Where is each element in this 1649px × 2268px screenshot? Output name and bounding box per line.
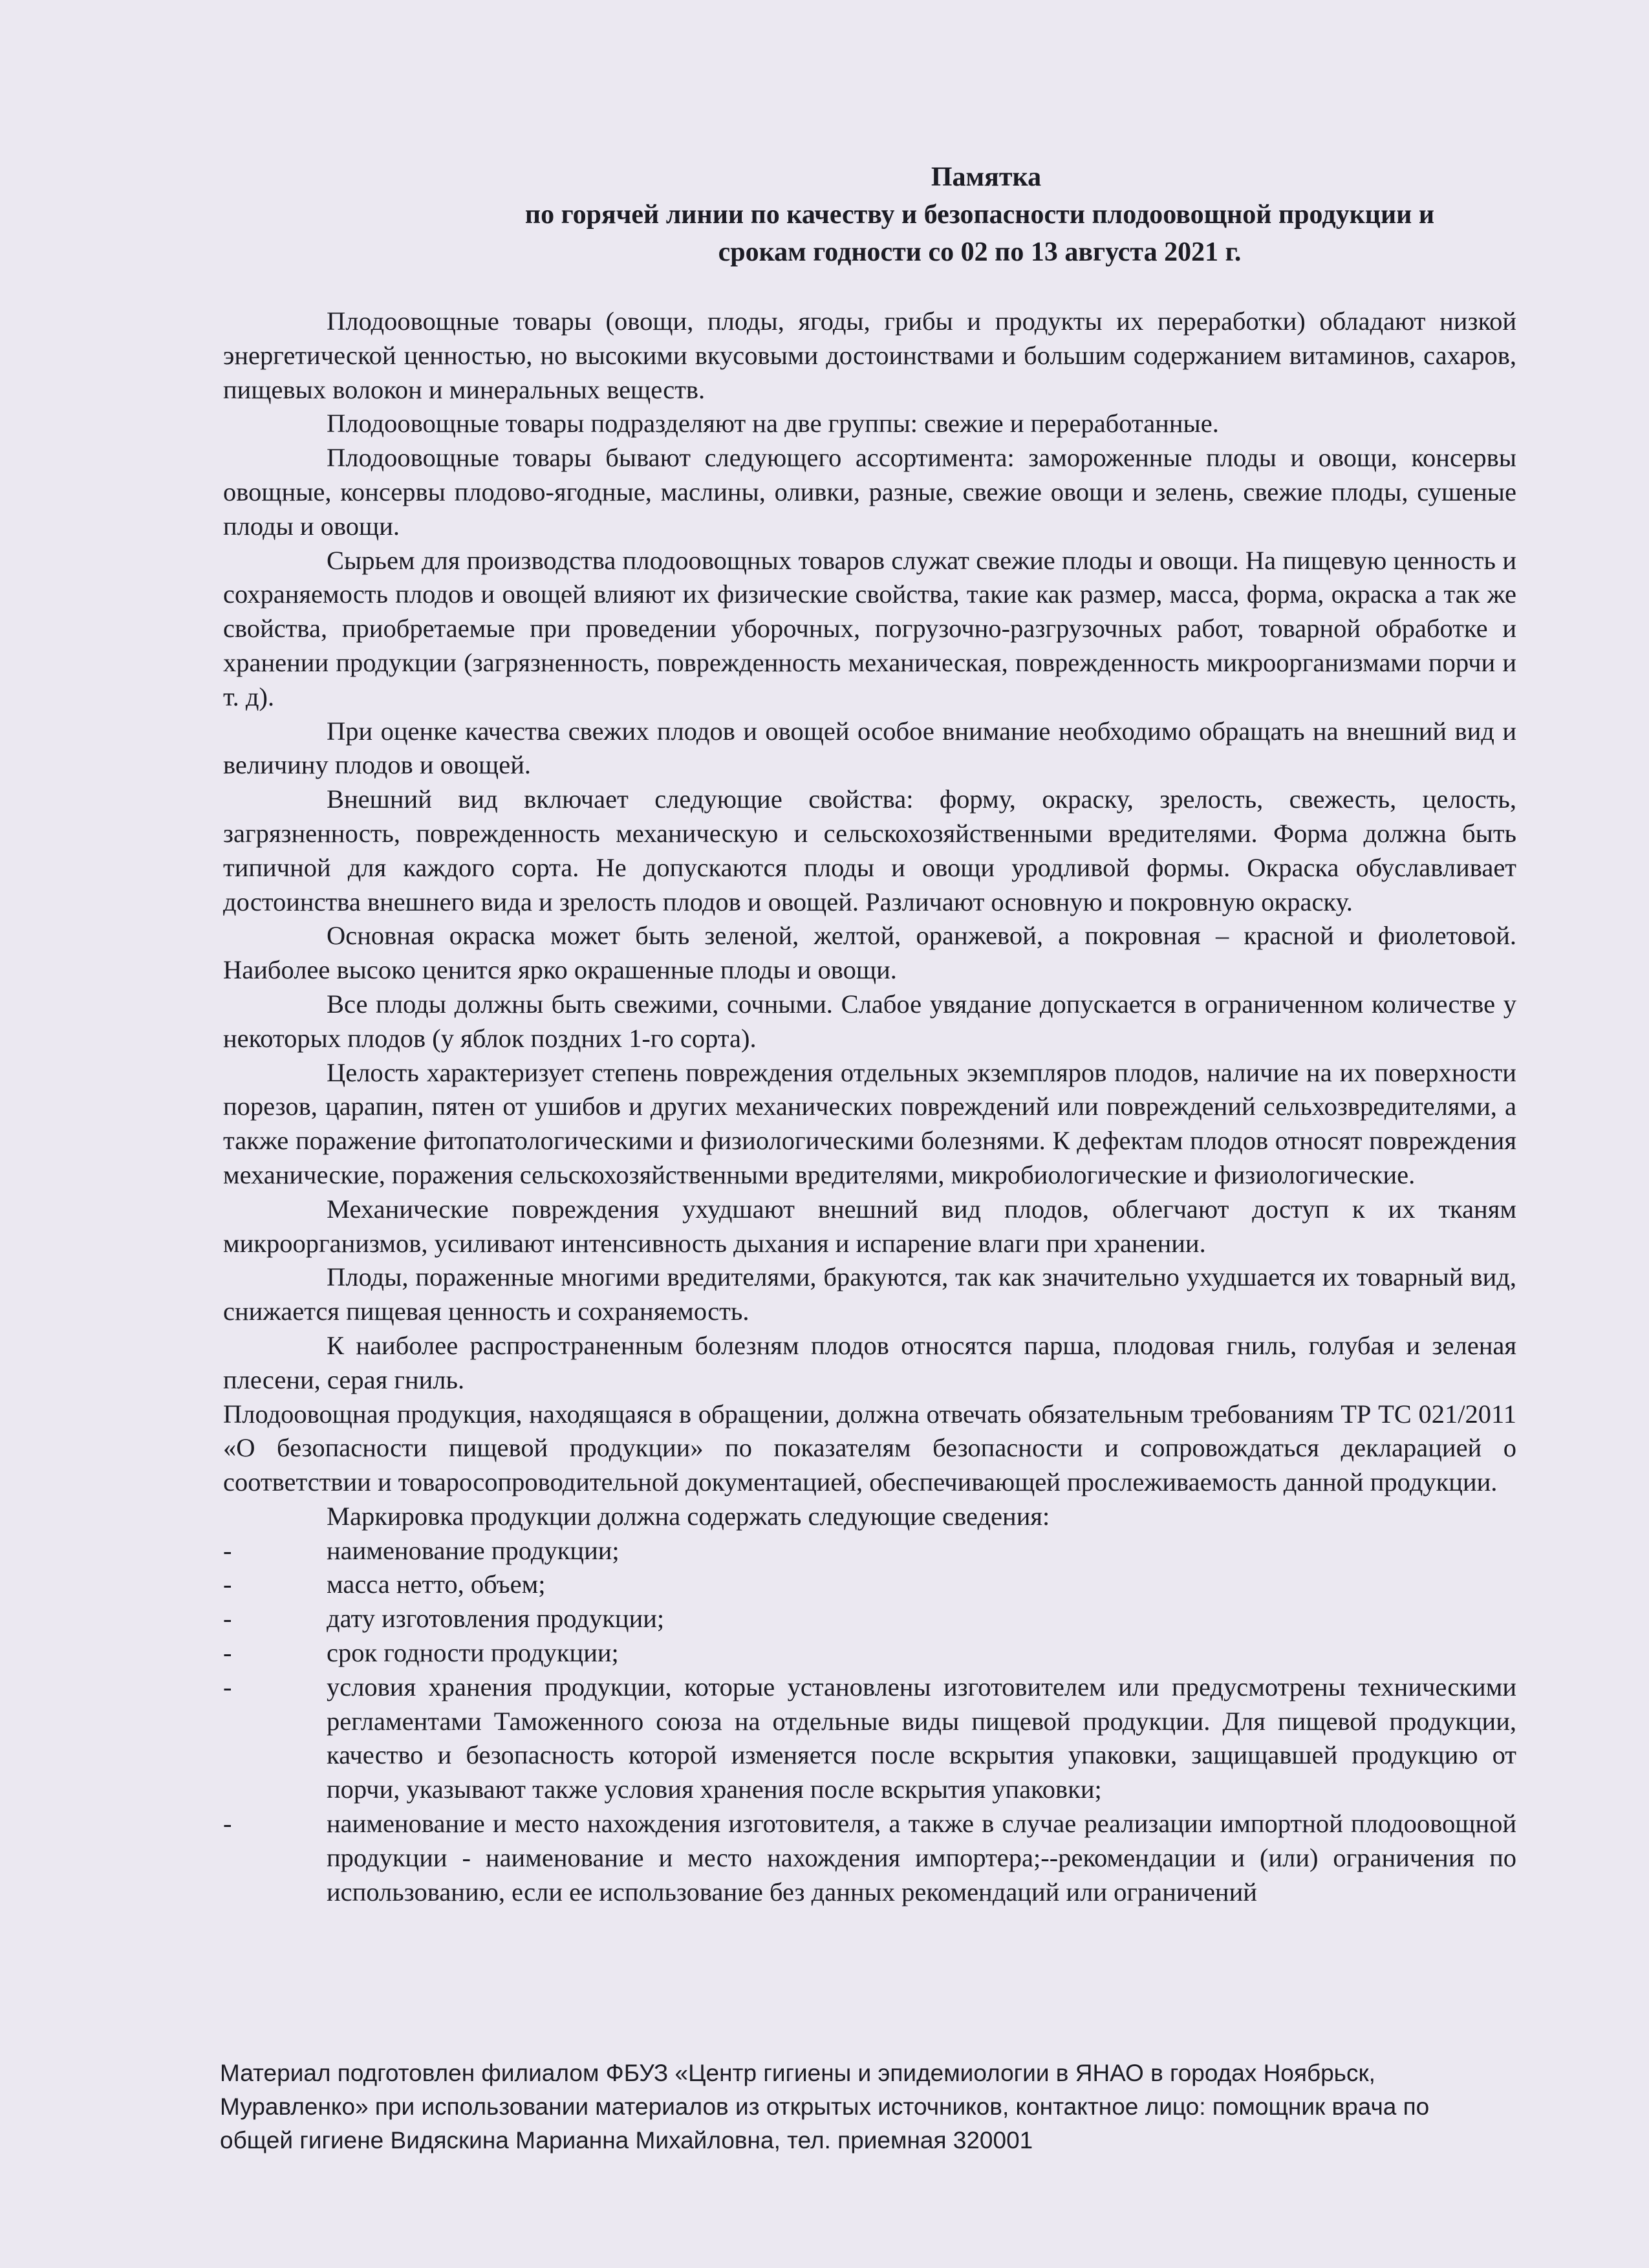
list-item-text: дату изготовления продукции; [327,1604,665,1634]
document-body [223,158,1516,1909]
paragraph: Внешний вид включает следующие свойства: форму, окраску, зрелость, свежесть, целость, загрязненность, поврежденность механическую и сельскохозяйственными вредителями. Форма должна быть типичной для каждого сорта. Не допускаются плоды и овощи уродливой формы. Окраска обуславливает достоинства внешнего вида и зрелость плодов и овощей. Различают основную и покровную окраску. [223,784,1516,916]
bullet-dash: - [223,1672,232,1701]
document-title [223,158,1516,271]
title-line-3: срокам годности со 02 по 13 августа 2021 г. [718,237,1242,267]
footer-line-1: Материал подготовлен филиалом ФБУЗ «Центр гигиены и эпидемиологии в ЯНАО в городах Ноябрьск, [220,2060,1375,2086]
list-item-text: масса нетто, объем; [327,1570,546,1599]
paragraph: Плоды, пораженные многими вредителями, бракуются, так как значительно ухудшается их товарный вид, снижается пищевая ценность и сохраняемость. [223,1262,1516,1326]
paragraph: Плодоовощные товары (овощи, плоды, ягоды, грибы и продукты их переработки) обладают низкой энергетической ценностью, но высокими вкусовыми достоинствами и большим содержанием витаминов, сахаров, пищевых волокон и минеральных веществ. [223,307,1516,404]
list-item-text: условия хранения продукции, которые установлены изготовителем или предусмотрены техническими регламентами Таможенного союза на отдельные виды пищевой продукции. Для пищевой продукции, качество и безопасность которой изменяется после вскрытия упаковки, защищавшей продукцию от порчи, указывают также условия хранения после вскрытия упаковки; [327,1672,1516,1804]
list-item [223,1534,1516,1568]
list-item [223,1636,1516,1670]
bullet-dash: - [223,1535,232,1565]
bullet-dash: - [223,1570,232,1599]
bullet-dash: - [223,1604,232,1634]
footer-line-2: Муравленко» при использовании материалов из открытых источников, контактное лицо: помощник врача по [220,2093,1430,2120]
paragraph: Целость характеризует степень повреждения отдельных экземпляров плодов, наличие на их поверхности порезов, царапин, пятен от ушибов и других механических повреждений или повреждений сельхозвредителями, а также поражение фитопатологическими и физиологическими болезнями. К дефектам плодов относят повреждения механические, поражения сельскохозяйственными вредителями, микробиологические и физиологические. [223,1057,1516,1189]
paragraph: При оценке качества свежих плодов и овощей особое внимание необходимо обращать на внешний вид и величину плодов и овощей. [223,716,1516,780]
list-item-text: наименование и место нахождения изготовителя, а также в случае реализации импортной плодоовощной продукции - наименование и место нахождения импортера;--рекомендации и (или) ограничения по использованию, если ее использование без данных рекомендаций или ограничений [327,1809,1516,1906]
paragraph: Механические повреждения ухудшают внешний вид плодов, облегчают доступ к их тканям микроорганизмов, усиливают интенсивность дыхания и испарение влаги при хранении. [223,1194,1516,1258]
list-item [223,1568,1516,1602]
paragraph: Плодоовощные товары подразделяют на две группы: свежие и переработанные. [327,409,1219,438]
list-item [223,1602,1516,1636]
footer-note [220,2057,1513,2157]
paragraph: Плодоовощные товары бывают следующего ассортимента: замороженные плоды и овощи, консервы овощные, консервы плодово-ягодные, маслины, оливки, разные, свежие овощи и зелень, свежие плоды, сушеные плоды и овощи. [223,443,1516,541]
list-item [223,1807,1516,1909]
paragraph: Все плоды должны быть свежими, сочными. Слабое увядание допускается в ограниченном количестве у некоторых плодов (у яблок поздних 1-го сорта). [223,989,1516,1053]
title-line-2: по горячей линии по качеству и безопасности плодоовощной продукции и [524,200,1435,230]
paragraph: Основная окраска может быть зеленой, желтой, оранжевой, а покровная – красной и фиолетовой. Наиболее высоко ценится ярко окрашенные плоды и овощи. [223,921,1516,985]
title-line-1: Памятка [931,162,1042,192]
marking-intro: Маркировка продукции должна содержать следующие сведения: [327,1501,1050,1531]
list-item-text: наименование продукции; [327,1535,620,1565]
list-item [223,1670,1516,1807]
requirements-paragraph: Плодоовощная продукция, находящаяся в обращении, должна отвечать обязательным требованиям ТР ТС 021/2011 «О безопасности пищевой продукции» по показателям безопасности и сопровождаться декларацией о соответствии и товаросопроводительной документацией, обеспечивающей прослеживаемость данной продукции. [223,1399,1516,1497]
footer-line-3: общей гигиене Видяскина Марианна Михайловна, тел. приемная 320001 [220,2127,1033,2154]
paragraph: К наиболее распространенным болезням плодов относятся парша, плодовая гниль, голубая и зеленая плесени, серая гниль. [223,1330,1516,1394]
list-item-text: срок годности продукции; [327,1638,619,1668]
paragraph: Сырьем для производства плодоовощных товаров служат свежие плоды и овощи. На пищевую ценность и сохраняемость плодов и овощей влияют их физические свойства, такие как размер, масса, форма, окраска а так же свойства, приобретаемые при проведении уборочных, погрузочно-разгрузочных работ, товарной обработке и хранении продукции (загрязненность, поврежденность механическая, поврежденность микроорганизмами порчи и т. д). [223,545,1516,711]
bullet-dash: - [223,1638,232,1668]
bullet-dash: - [223,1809,232,1839]
